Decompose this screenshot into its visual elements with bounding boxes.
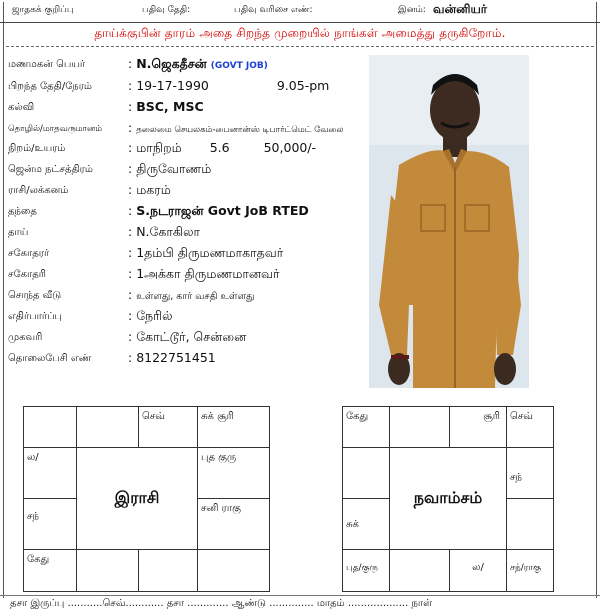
detail-label: நிறம்/உயரம் [8,143,66,154]
detail-value: : கோட்டூர், சென்னை [128,329,247,344]
bottom-line [0,595,600,596]
navamsam-cell-4: செவ் [506,406,554,448]
detail-label: சகோதரர் [8,248,50,259]
rasi-cell-9 [76,549,139,592]
height-value: 5.6 [209,140,230,155]
detail-label: தந்தை [8,206,37,217]
year-label: ஆண்டு [231,598,266,609]
detail-row-address [8,329,368,349]
detail-row-mother [8,224,368,244]
rasi-chart [23,406,270,592]
detail-row-star [8,161,368,181]
detail-row-brother [8,245,368,265]
detail-value: : 8122751451 [128,350,216,365]
detail-value: : 1அக்கா திருமணமானவர் [128,266,280,281]
detail-label: சகோதரி [8,269,46,280]
detail-row-occupation [8,120,368,140]
navamsam-cell-2 [389,406,450,448]
caste-label: இனம்: [398,5,426,15]
day-label: நாள் [411,598,433,609]
dasa-label: தசா [166,598,184,609]
detail-label: பிறந்த தேதி/நேரம் [8,81,92,92]
detail-value: : 1தம்பி திருமணமாகாதவர் [128,245,284,260]
detail-value: : N.கோகிலா [128,224,201,239]
detail-row-expectation [8,308,368,328]
detail-row-name [8,56,368,76]
govt-job-tag: (GOVT JOB) [210,61,268,71]
detail-row-house [8,287,368,307]
dasa-balance-label: தசா இருப்பு [10,598,65,609]
detail-row-dob [8,78,368,98]
navamsam-cell-9 [389,549,450,592]
navamsam-cell-1: கேது [342,406,390,448]
rasi-cell-5: புத குரு [197,447,270,499]
navamsam-cell-6 [506,498,554,550]
rasi-cell-2 [76,406,139,448]
navamsam-cell-7: சந்/ராகு [506,549,554,592]
detail-label: மணமகன் பெயர் [8,59,86,70]
detail-label: தொலைபேசி எண் [8,353,92,364]
detail-value: : தலைமை செயலகம்-பைனான்ஸ் டிபார்ட்மெட் வேலை [128,120,344,135]
person-illustration [369,55,529,388]
reg-date-label: பதிவு தேதி: [142,5,191,15]
rasi-cell-4: சுக் சூரி [197,406,270,448]
detail-value: : மாநிறம் 5.6 50,000/- [128,140,317,155]
rasi-cell-1 [23,406,77,448]
month-label: மாதம் [316,598,345,609]
detail-row-complexion [8,140,368,160]
rasi-cell-12: ல/ [23,447,77,499]
detail-row-phone [8,350,368,370]
rasi-cell-11: சந் [23,498,77,550]
rasi-title: இராசி [76,447,198,550]
navamsam-cell-8: ல/ [449,549,507,592]
detail-row-sister [8,266,368,286]
income-value: 50,000/- [263,140,317,155]
detail-value: : நேரில் [128,308,173,323]
separator-line [6,46,594,47]
groom-photo [369,55,529,388]
detail-label: கல்வி [8,102,35,113]
detail-value: : S.நடராஜன் Govt JoB RTED [128,203,309,218]
rasi-cell-10: கேது [23,549,77,592]
detail-value: : N.ஜெகதீசன் (GOVT JOB) [128,56,268,71]
detail-label: எதிர்பார்ப்பு [8,311,62,322]
detail-value: : BSC, MSC [128,99,204,114]
sev-label: செவ் [102,598,126,609]
detail-label: ஜென்ம நட்சத்திரம் [8,164,93,175]
horoscope-note-label: ஜாதகக் குறிப்பு [12,5,74,15]
navamsam-cell-12 [342,447,390,499]
header-bar [0,0,600,23]
detail-row-education [8,99,368,119]
rasi-cell-6: சனி ராகு [197,498,270,550]
navamsam-cell-5: சந் [506,447,554,499]
navamsam-cell-10: புத/குரு [342,549,390,592]
reg-no-label: பதிவு வரிசை எண்: [234,5,313,15]
birth-time: 9.05-pm [276,78,330,93]
detail-row-father [8,203,368,223]
navamsam-cell-3: சூரி [449,406,507,448]
detail-value: : திருவோணம் [128,161,212,176]
navamsam-cell-11: சுக் [342,498,390,550]
detail-label: தாய் [8,227,29,238]
detail-value: : மகரம் [128,182,171,197]
navamsam-title: நவாம்சம் [389,447,507,550]
detail-row-rasi [8,182,368,202]
tagline: தாய்க்குபின் தாரம் அதை சிறந்த முறையில் நாங்கள் அமைத்து தருகிறோம். [94,26,506,40]
rasi-cell-3: செவ் [138,406,198,448]
caste-value: வன்னியர் [433,2,488,16]
detail-value: : உள்ளது, கார் வசதி உள்ளது [128,287,255,302]
detail-label: சொந்த வீடு [8,290,62,301]
rasi-cell-7 [197,549,270,592]
detail-label: முகவரி [8,332,43,343]
detail-label: தொழில்/மாதவருமானம் [8,124,103,134]
detail-label: ராசி/லக்கனம் [8,185,69,196]
rasi-cell-8 [138,549,198,592]
dasa-footer: தசா இருப்பு ...........செவ்............ தசா ............. ஆண்டு .............. மாதம் ................... நாள் [10,598,433,609]
navamsam-chart [342,406,554,592]
detail-value: : 19-17-1990 9.05-pm [128,78,330,93]
